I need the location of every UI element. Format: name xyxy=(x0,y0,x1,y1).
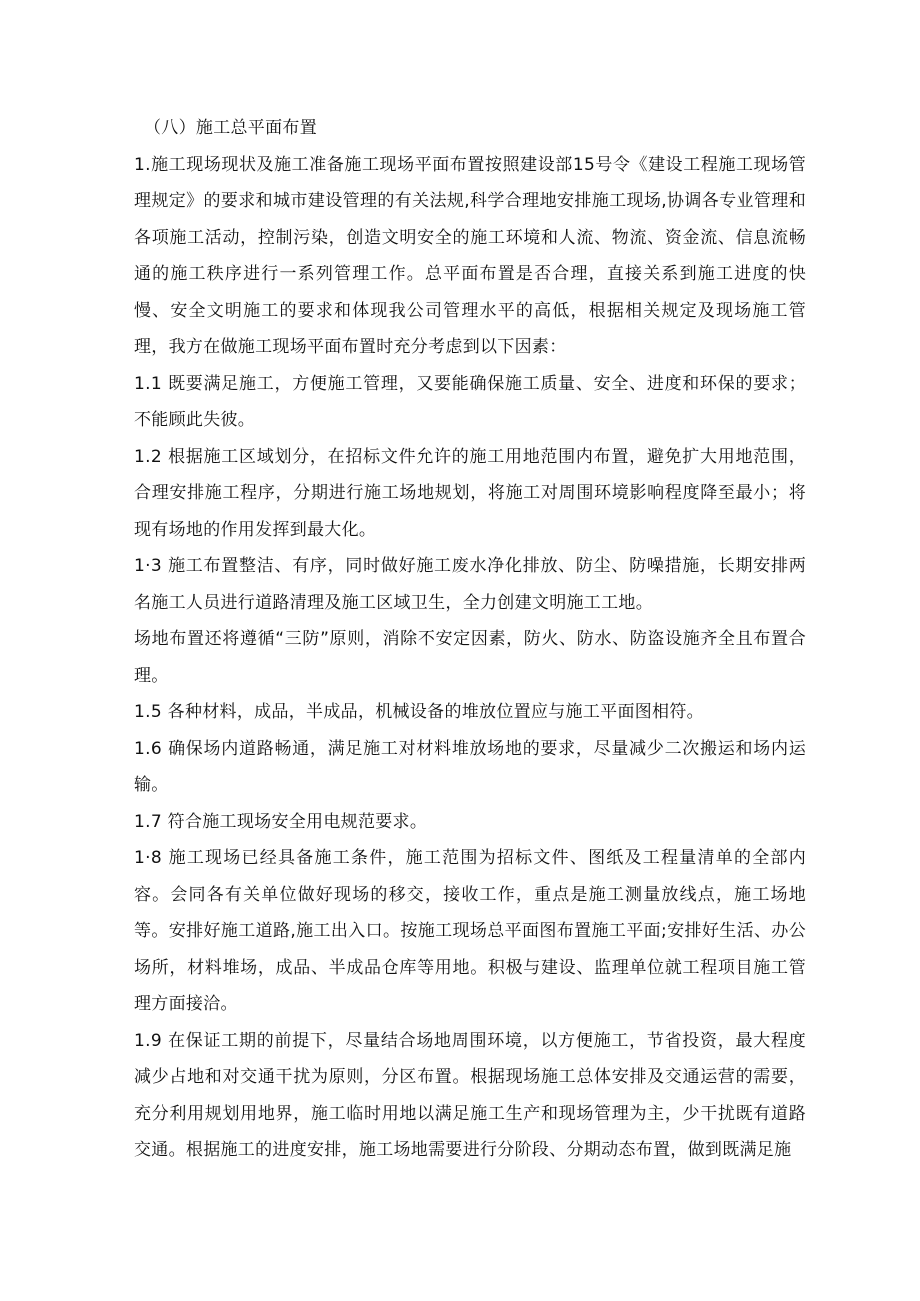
paragraph-1-3: 1·3 施工布置整洁、有序，同时做好施工废水净化排放、防尘、防噪措施，长期安排两名施工人员进行道路清理及施工区域卫生，全力创建文明施工工地。 xyxy=(134,556,806,613)
section-heading: （八）施工总平面布置 xyxy=(144,118,317,138)
paragraph-1-site-status: 1.施工现场现状及施工准备施工现场平面布置按照建设部15号令《建设工程施工现场管理规定》的要求和城市建设管理的有关法规,科学合理地安排施工现场,协调各专业管理和各项施工活动，控制污染，创造文明安全的施工环境和人流、物流、资金流、信息流畅通的施工秩序进行一系列管理工作。总平面布置是否合理，直接关系到施工进度的快慢、安全文明施工的要求和体现我公司管理水平的高低，根据相关规定及现场施工管理，我方在做施工现场平面布置时充分考虑到以下因素： xyxy=(134,154,806,357)
paragraph-1-6: 1.6 确保场内道路畅通，满足施工对材料堆放场地的要求，尽量减少二次搬运和场内运输。 xyxy=(134,738,806,795)
paragraph-1-7: 1.7 符合施工现场安全用电规范要求。 xyxy=(134,811,428,832)
paragraph-1-5: 1.5 各种材料，成品，半成品，机械设备的堆放位置应与施工平面图相符。 xyxy=(134,702,704,722)
paragraph-1-8: 1·8 施工现场已经具备施工条件，施工范围为招标文件、图纸及工程量清单的全部内容。会同各有关单位做好现场的移交，接收工作，重点是施工测量放线点，施工场地等。安排好施工道路,施工出入口。按施工现场总平面图布置施工平面;安排好生活、办公场所，材料堆场，成品、半成品仓库等用地。积极与建设、监理单位就工程项目施工管理方面接洽。 xyxy=(134,848,806,1014)
paragraph-1-1: 1.1 既要满足施工，方便施工管理，又要能确保施工质量、安全、进度和环保的要求；不能顾此失彼。 xyxy=(134,373,806,430)
paragraph-1-9: 1.9 在保证工期的前提下，尽量结合场地周围环境，以方便施工，节省投资，最大程度减少占地和对交通干扰为原则，分区布置。根据现场施工总体安排及交通运营的需要，充分利用规划用地界，施工临时用地以满足施工生产和现场管理为主，少干扰既有道路交通。根据施工的进度安排，施工场地需要进行分阶段、分期动态布置，做到既满足施 xyxy=(134,1030,806,1160)
document-body xyxy=(134,110,806,1169)
paragraph-1-2: 1.2 根据施工区域划分，在招标文件允许的施工用地范围内布置，避免扩大用地范围，合理安排施工程序，分期进行施工场地规划，将施工对周围环境影响程度降至最小；将现有场地的作用发挥到最大化。 xyxy=(134,446,806,540)
paragraph-three-defenses: 场地布置还将遵循“三防”原则，消除不安定因素，防火、防水、防盗设施齐全且布置合理。 xyxy=(134,629,806,686)
